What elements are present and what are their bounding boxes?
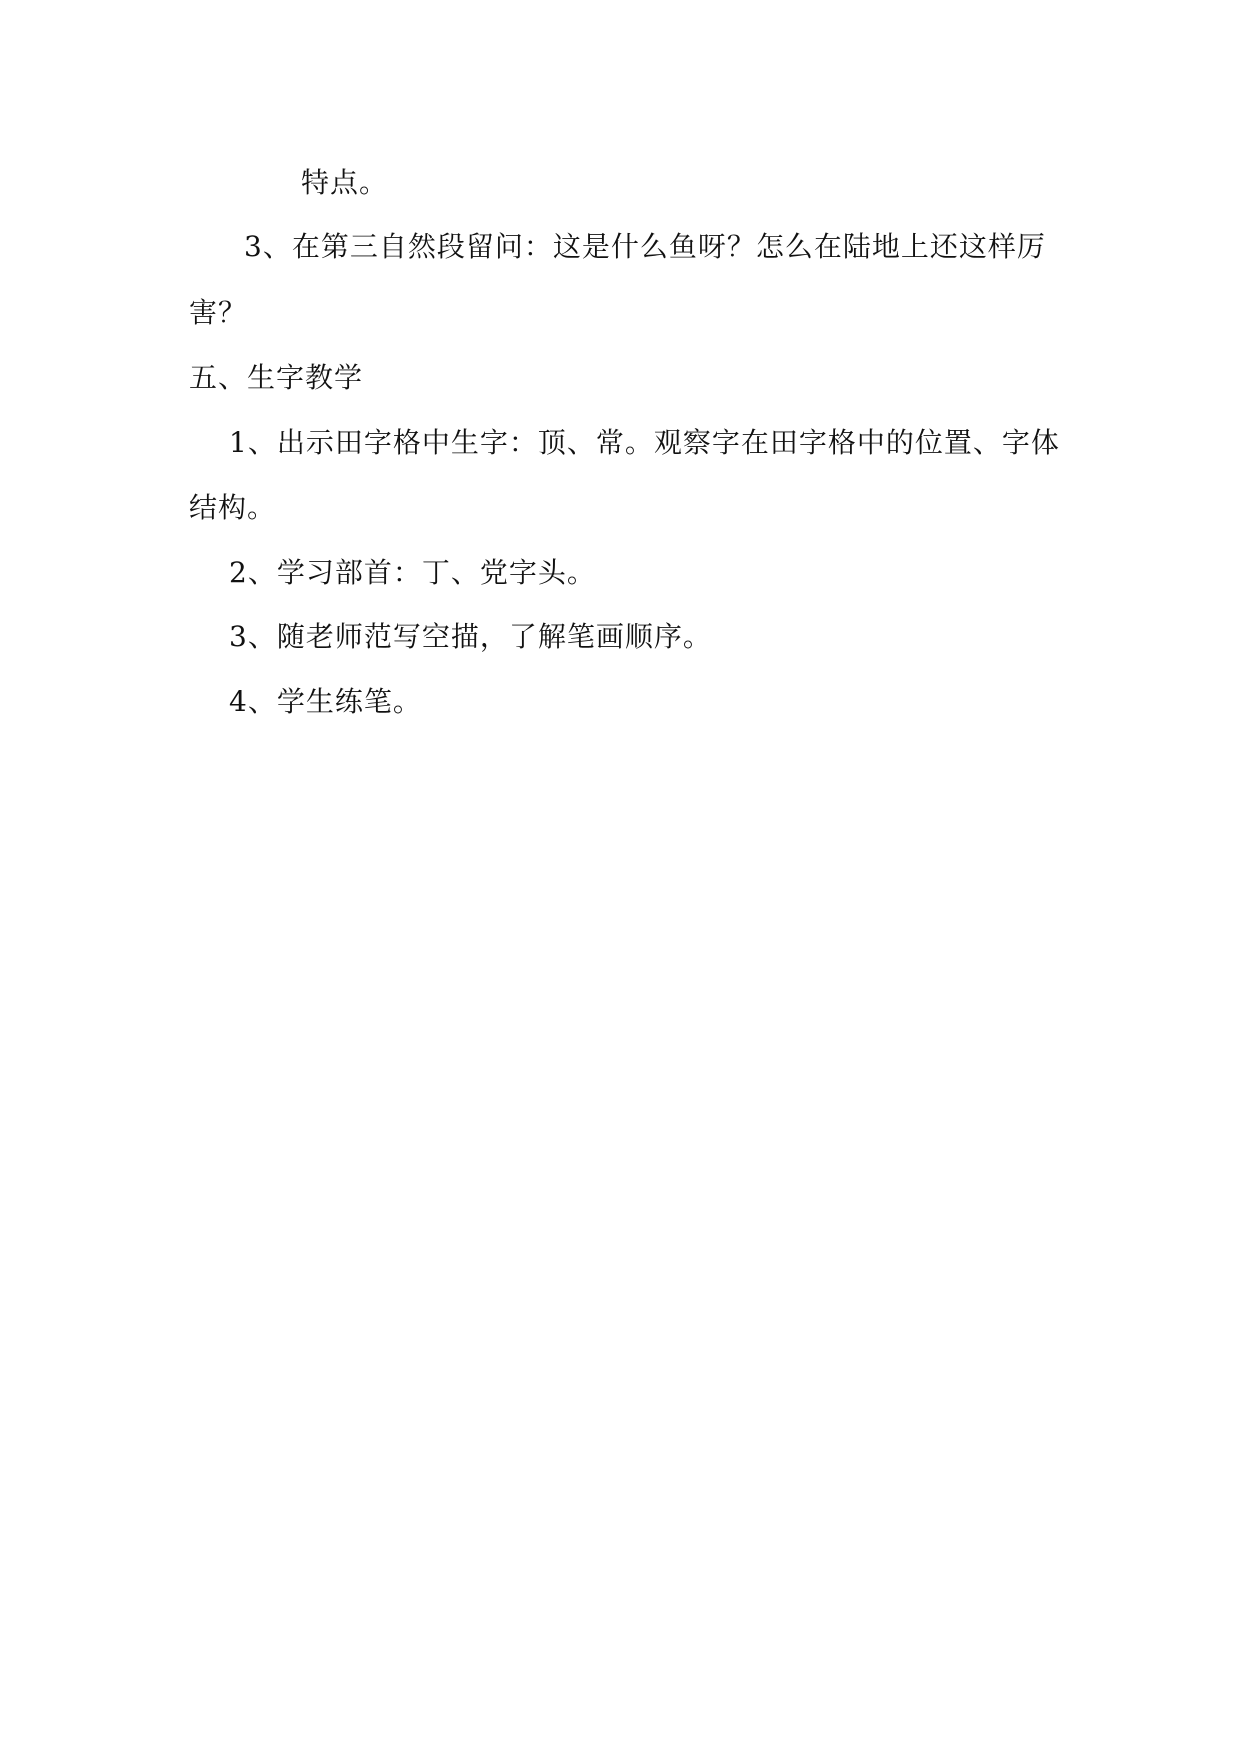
section-heading-five: 五、生字教学 (189, 361, 364, 394)
text-line-item-1: 1、出示田字格中生字：顶、常。观察字在田字格中的位置、字体 (229, 426, 1060, 459)
text-line-item-2: 2、学习部首：丁、党字头。 (229, 556, 596, 589)
text-line-item-3-wrap: 害？ (189, 296, 248, 329)
text-line-continuation: 特点。 (301, 166, 389, 199)
text-line-item-3: 3、随老师范写空描，了解笔画顺序。 (229, 620, 712, 653)
text-line-item-3-question: 3、在第三自然段留问：这是什么鱼呀？怎么在陆地上还这样厉 (244, 230, 1046, 263)
text-line-item-4: 4、学生练笔。 (229, 685, 422, 718)
text-line-item-1-wrap: 结构。 (189, 491, 277, 524)
